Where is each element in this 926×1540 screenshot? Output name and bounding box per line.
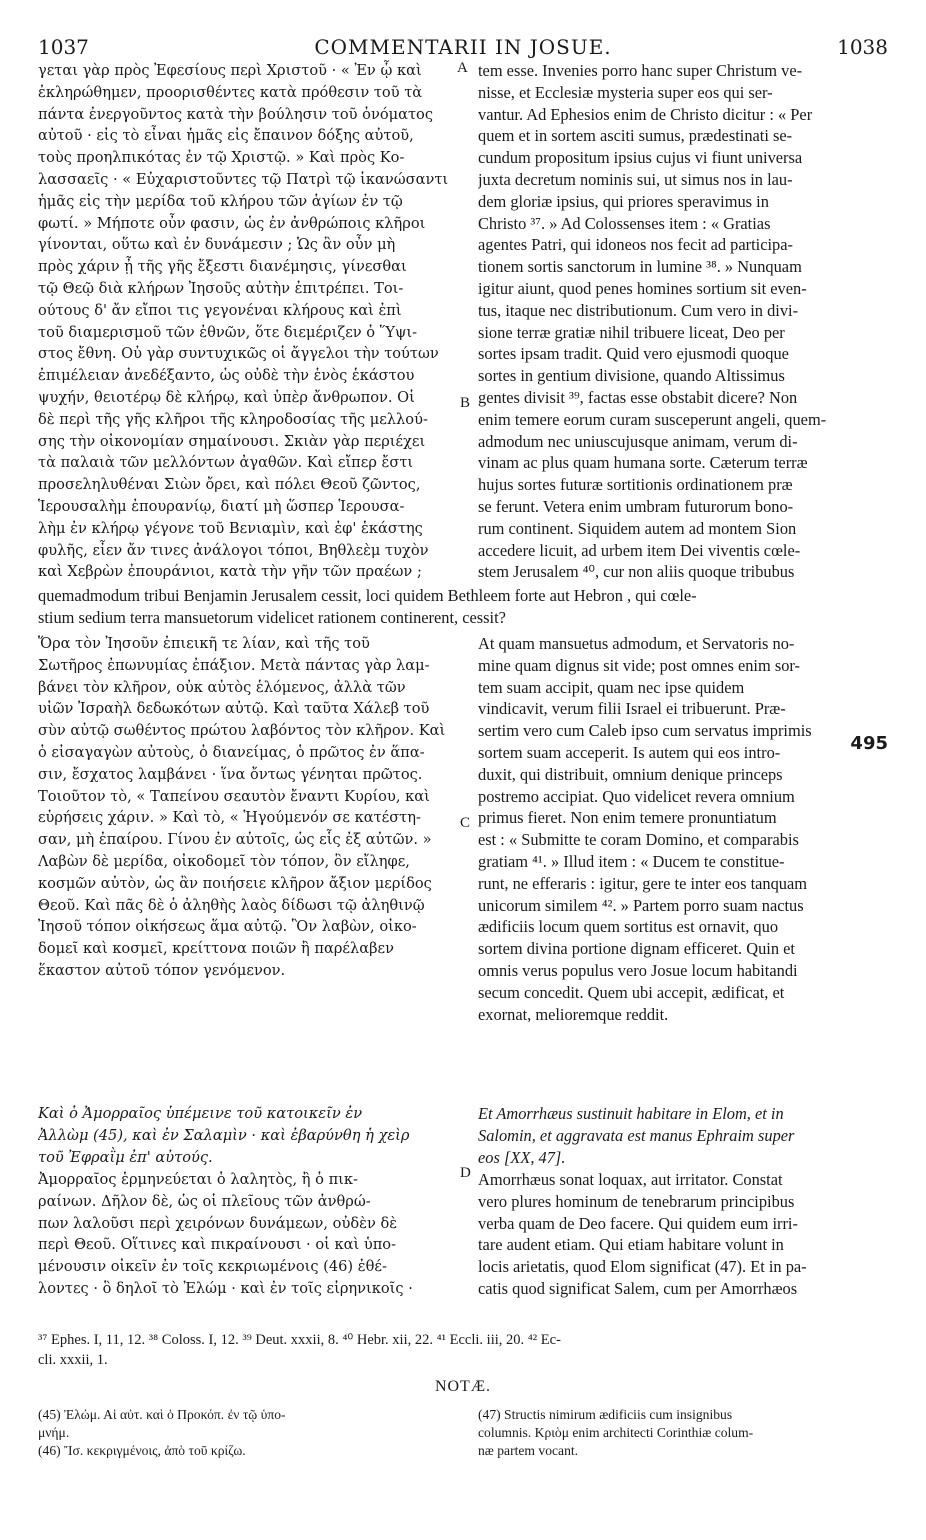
text-line: πων λαλοῦσι περὶ χειρόνων δυνάμεων, οὐδὲν δὲ bbox=[38, 1214, 398, 1232]
text-line: κοσμῶν αὐτὸν, ὡς ἂν ποιήσειε κλῆρον ἄξιον μερίδος bbox=[38, 874, 432, 892]
margin-mark-a: A bbox=[457, 60, 468, 76]
right-page-number: 1038 bbox=[837, 35, 888, 59]
text-line: columnis. Κριὸμ enim architecti Corinthiæ colum- bbox=[478, 1425, 754, 1440]
text-line: Ἰησοῦ τόπον οἰκήσεως ἅμα αὐτῷ. Ὃν λαβὼν, οἰκο- bbox=[38, 918, 417, 936]
text-line: μένουσιν οἰκεῖν ἐν τοῖς κεκριωμένοις (46) ἐθέ- bbox=[38, 1258, 387, 1276]
text-line: λασσαεῖς · « Εὐχαριστοῦντες τῷ Πατρὶ τῷ ἱκανώσαντι bbox=[38, 170, 449, 188]
text-line: runt, ne efferaris : igitur, gere te inter eos tanquam bbox=[478, 873, 808, 893]
text-line: στος ἔθνη. Οὐ γὰρ συντυχικῶς οἱ ἄγγελοι τὴν τούτων bbox=[38, 345, 439, 363]
text-line: σαν, μὴ ἐπαίρου. Γίνου ἐν αὐτοῖς, ὡς εἷς ἐξ αὐτῶν. » bbox=[38, 831, 432, 849]
text-line: quem et in sortem asciti sumus, prædestinati se- bbox=[478, 126, 793, 146]
text-line: primus fieret. Non enim temere pronuntiatum bbox=[478, 808, 777, 828]
text-line: Christo ³⁷. » Ad Colossenses item : « Gratias bbox=[478, 213, 771, 233]
text-line: λοντες · ὃ δηλοῖ τὸ Ἐλώμ · καὶ ἐν τοῖς εἰρηνικοῖς · bbox=[38, 1279, 413, 1297]
text-line: Ὅρα τὸν Ἰησοῦν ἐπιεικῆ τε λίαν, καὶ τῆς τοῦ bbox=[38, 635, 370, 652]
text-line: tus, itaque nec distributionum. Cum vero in divi- bbox=[478, 300, 799, 320]
notes-right bbox=[478, 1406, 890, 1460]
text-line: sione terræ gratiæ nihil tribuere liceat, Deo per bbox=[478, 322, 785, 342]
text-line: καὶ Χεβρὼν ἐπουράνιοι, κατὰ τὴν γῆν τῶν πραέων ; bbox=[38, 563, 422, 581]
scripture-references bbox=[38, 1330, 890, 1370]
text-line: ædificiis locum quem sortitus est ornavit, quo bbox=[478, 917, 779, 937]
text-line: quemadmodum tribui Benjamin Jerusalem cessit, loci quidem Bethleem forte aut Hebron , qui cœle- bbox=[38, 586, 697, 605]
margin-mark-d: D bbox=[460, 1165, 471, 1181]
text-line: Ἀμορραῖος ἑρμηνεύεται ὁ λαλητὸς, ἢ ὁ πικ- bbox=[38, 1171, 358, 1188]
text-line: sortem suam acceperit. Is autem qui eos intro- bbox=[478, 742, 781, 762]
text-line: μνήμ. bbox=[38, 1425, 70, 1440]
text-line: (47) Structis nimirum ædificiis cum insignibus bbox=[478, 1407, 733, 1422]
margin-mark-b: B bbox=[460, 395, 471, 411]
text-line: ἐπιμέλειαν ἀνεδέξαντο, ὡς οὐδὲ τὴν ἑνὸς ἑκάστου bbox=[38, 367, 415, 385]
text-line: Ἱερουσαλὴμ ἐπουρανίῳ, διατί μὴ ὥσπερ Ἱερουσα- bbox=[38, 497, 405, 515]
text-line: γίνονται, οὕτω καὶ ἐν δυνάμεσιν ; Ὡς ἂν οὖν μὴ bbox=[38, 236, 396, 254]
text-line: rum continent. Siquidem autem ad montem Sion bbox=[478, 518, 797, 538]
text-line: πρὸς χάριν ᾖ τῆς γῆς ἔξεστι διανέμησις, γίνεσθαι bbox=[38, 258, 407, 276]
text-line: ἕκαστον αὐτοῦ τόπον γενόμενον. bbox=[38, 961, 286, 979]
full-width-text bbox=[38, 585, 890, 629]
text-line: vantur. Ad Ephesios enim de Christo dicitur : « Per bbox=[478, 104, 813, 124]
text-line: Λαβὼν δὲ μερίδα, οἰκοδομεῖ τὸν τόπον, ὃν εἴληφε, bbox=[38, 852, 410, 870]
latin-column-bottom bbox=[478, 1169, 890, 1300]
text-line: sortes in gentium divisione, quando Altissimus bbox=[478, 366, 785, 386]
text-line: προσεληλυθέναι Σιὼν ὄρει, καὶ πόλει Θεοῦ ζῶντος, bbox=[38, 476, 421, 494]
text-line: exornat, melioremque reddit. bbox=[478, 1004, 669, 1024]
text-line: Ἀλλὼμ (45), καὶ ἐν Σαλαμὶν · καὶ ἐβαρύνθη ἡ χεὶρ bbox=[38, 1126, 410, 1144]
text-line: (45) Ἐλώμ. Αἱ αὐτ. καὶ ὁ Προκόπ. ἐν τῷ ὑπο- bbox=[38, 1407, 286, 1422]
text-line: tem esse. Invenies porro hanc super Christum ve- bbox=[478, 61, 803, 80]
text-line: ³⁷ Ephes. I, 11, 12. ³⁸ Coloss. I, 12. ³⁹ Deut. xxxii, 8. ⁴⁰ Hebr. xii, 22. ⁴¹ Eccli. iii, 20. ⁴² Ec- bbox=[38, 1332, 561, 1348]
text-line: Τοιοῦτον τὸ, « Ταπείνου σεαυτὸν ἔναντι Κυρίου, καὶ bbox=[38, 787, 430, 805]
text-line: φωτί. » Μήποτε οὖν φασιν, ὡς ἐν ἀνθρώποις κλῆροι bbox=[38, 214, 426, 232]
text-line: mine quam dignus sit vide; post omnes enim sor- bbox=[478, 655, 800, 675]
text-line: φυλῆς, εἶεν ἄν τινες ἀνάλογοι τόποι, Βηθλεὲμ τυχὸν bbox=[38, 541, 429, 559]
text-line: Θεοῦ. Καὶ πᾶς δὲ ὁ ἀληθὴς λαὸς δίδωσι τῷ ἀληθινῷ bbox=[38, 896, 425, 914]
text-line: dem gloriæ ipsius, qui priores speravimus in bbox=[478, 191, 769, 211]
text-line: ἐκληρώθημεν, προορισθέντες κατὰ πρόθεσιν τοῦ τὰ bbox=[38, 83, 423, 101]
text-line: secum concedit. Quem ubi accepit, ædificat, et bbox=[478, 982, 785, 1002]
text-line: σης τὴν οἰκονομίαν σημαίνουσι. Σκιὰν γὰρ περιέχει bbox=[38, 432, 426, 450]
notes-left bbox=[38, 1406, 456, 1460]
text-line: τῷ Θεῷ διὰ κλήρων Ἰησοῦς αὐτὴν ἐπιτρέπει. Τοι- bbox=[38, 279, 404, 297]
text-line: verba quam de Deo facere. Qui quidem eum irri- bbox=[478, 1213, 798, 1233]
text-line: se ferunt. Vetera enim umbram futurorum bono- bbox=[478, 496, 794, 516]
text-line: nisse, et Ecclesiæ mysteria super eos qui ser- bbox=[478, 82, 773, 102]
text-line: postremo accipiat. Quo videlicet revera omnium bbox=[478, 786, 795, 806]
text-line: vinam ac plus quam humana sorte. Cæterum terræ bbox=[478, 453, 808, 473]
text-line: omnis verus populus vero Josue locum habitandi bbox=[478, 960, 798, 980]
text-line: δὲ περὶ τῆς γῆς κλῆροι τῆς κληροδοσίας τῆς μελλού- bbox=[38, 410, 428, 428]
text-line: δομεῖ καὶ κοσμεῖ, κρείττονα ποιῶν ἢ παρέλαβεν bbox=[38, 940, 394, 958]
text-line: vero plures hominum de tenebrarum principibus bbox=[478, 1191, 795, 1211]
text-line: est : « Submitte te coram Domino, et comparabis bbox=[478, 830, 799, 850]
inset-page-number: 495 bbox=[850, 733, 888, 754]
text-line: accedere licuit, ad urbem item Dei viventis cœle- bbox=[478, 540, 801, 560]
text-line: Καὶ ὁ Ἀμορραῖος ὑπέμεινε τοῦ κατοικεῖν ἐν bbox=[38, 1105, 363, 1122]
text-line: tionem sortis sanctorum in lumine ³⁸. » Nunquam bbox=[478, 257, 802, 277]
text-line: Σωτῆρος ἐπωνυμίας ἐπάξιον. Μετὰ πάντας γὰρ λαμ- bbox=[38, 656, 430, 674]
greek-column-mid bbox=[38, 633, 456, 982]
text-line: admodum nec uniuscujusque animam, verum di- bbox=[478, 431, 798, 451]
text-line: juxta decretum nominis sui, ut simus nos in lau- bbox=[478, 169, 793, 189]
text-line: stium sedium terra mansuetorum videlicet rationem continerent, cessit? bbox=[38, 607, 506, 627]
text-line: duxit, qui distribuit, omnium denique princeps bbox=[478, 764, 783, 784]
text-line: ούτους δ' ἄν εἴποι τις γεγονέναι κλήρους καὶ ἐπὶ bbox=[38, 301, 402, 319]
text-line: unicorum similem ⁴². » Partem porro suam nactus bbox=[478, 895, 804, 915]
text-line: vindicavit, verum filii Israel ei tribuerunt. Præ- bbox=[478, 699, 786, 719]
text-line: gentes divisit ³⁹, factas esse obstabit dicere? Non bbox=[478, 387, 798, 407]
text-line: cundum propositum ipsius cujus vi fiunt universa bbox=[478, 148, 803, 168]
text-line: λὴμ ἐν κλήρῳ γέγονε τοῦ Βενιαμὶν, καὶ ἐφ' ἑκάστης bbox=[38, 519, 423, 537]
text-line: sortem divina portione dignam efficeret. Quin et bbox=[478, 939, 795, 959]
text-line: agentes Patri, qui idoneos nos fecit ad participa- bbox=[478, 235, 793, 255]
text-line: hujus sortes futuræ sortitionis ordinationem præ bbox=[478, 475, 793, 495]
text-line: ἡμᾶς εἰς τὴν μερίδα τοῦ κλήρου τῶν ἁγίων ἐν τῷ bbox=[38, 192, 403, 210]
text-line: (46) Ἴσ. κεκριγμένοις, ἀπὸ τοῦ κρίζω. bbox=[38, 1443, 246, 1458]
greek-column-bottom bbox=[38, 1169, 456, 1300]
text-line: gratiam ⁴¹. » Illud item : « Ducem te constitue- bbox=[478, 851, 785, 871]
text-line: tare audent etiam. Qui etiam habitare volunt in bbox=[478, 1235, 784, 1255]
greek-column-top bbox=[38, 60, 456, 583]
text-line: ὁ εἰσαγαγὼν αὐτοὺς, ὁ διανείμας, ὁ πρῶτος ἐν ἅπα- bbox=[38, 743, 425, 761]
latin-column-mid bbox=[478, 633, 890, 1025]
text-line: τοῦ διαμερισμοῦ τῶν ἐθνῶν, ὅτε διεμέριζεν ὁ Ὕψι- bbox=[38, 323, 418, 341]
text-line: αὐτοῦ · εἰς τὸ εἶναι ἡμᾶς εἰς ἔπαινον δόξης αὐτοῦ, bbox=[38, 127, 414, 145]
text-line: πάντα ἐνεργοῦντος κατὰ τὴν βούλησιν τοῦ ὀνόματος bbox=[38, 105, 433, 123]
margin-mark-c: C bbox=[460, 815, 471, 831]
greek-heading-verse bbox=[38, 1103, 456, 1168]
text-line: Et Amorrhæus sustinuit habitare in Elom, et in bbox=[478, 1104, 784, 1123]
text-line: sertim vero cum Caleb ipso cum servatus imprimis bbox=[478, 721, 812, 741]
text-line: εὑρήσεις χάριν. » Καὶ τὸ, « Ἡγούμενόν σε κατέστη- bbox=[38, 809, 421, 827]
text-line: cli. xxxii, 1. bbox=[38, 1352, 108, 1368]
latin-column-top bbox=[478, 60, 890, 583]
text-line: ραίνων. Δῆλον δὲ, ὡς οἱ πλεῖους τῶν ἀνθρώ- bbox=[38, 1192, 371, 1210]
text-line: næ partem vocant. bbox=[478, 1443, 579, 1458]
text-line: enim temere eorum curam susceperunt angeli, quem- bbox=[478, 409, 827, 429]
text-line: τοῦ Ἐφραῒμ ἐπ' αὐτούς. bbox=[38, 1148, 213, 1166]
text-line: τοὺς προηλπικότας ἐν τῷ Χριστῷ. » Καὶ πρὸς Κο- bbox=[38, 149, 405, 167]
text-line: tem suam accipit, quam nec ipse quidem bbox=[478, 677, 745, 697]
text-line: catis quod significat Salem, cum per Amorrhæos bbox=[478, 1278, 798, 1298]
text-line: locis arietatis, quod Elom significat (47). Et in pa- bbox=[478, 1257, 807, 1277]
running-title: COMMENTARII IN JOSUE. bbox=[314, 35, 612, 59]
text-line: βάνει τὸν κλῆρον, οὐκ αὐτὸς ἑλόμενος, ἀλλὰ τῶν bbox=[38, 678, 406, 696]
latin-heading-verse bbox=[478, 1103, 890, 1168]
text-line: igitur aiunt, quod penes homines sortium sit even- bbox=[478, 278, 807, 298]
text-line: τὰ παλαιὰ τῶν μελλόντων ἀγαθῶν. Καὶ εἴπερ ἔστι bbox=[38, 454, 414, 472]
text-line: σιν, ἔσχατος λαμβάνει · ἵνα ὄντως γένηται πρῶτος. bbox=[38, 765, 423, 783]
text-line: Salomin, et aggravata est manus Ephraim super bbox=[478, 1125, 795, 1145]
text-line: περὶ Θεοῦ. Οἵτινες καὶ πικραίνουσι · οἱ καὶ ὑπο- bbox=[38, 1236, 397, 1254]
text-line: stem Jerusalem ⁴⁰, cur non aliis quoque tribubus bbox=[478, 562, 795, 582]
text-line: sortes ipsam tradit. Quid vero ejusmodi quoque bbox=[478, 344, 789, 364]
text-line: Amorrhæus sonat loquax, aut irritator. Constat bbox=[478, 1170, 783, 1189]
text-line: σὺν αὐτῷ σωθέντος πρώτου λαβόντος τὸν κλῆρον. Καὶ bbox=[38, 722, 446, 740]
text-line: eos [XX, 47]. bbox=[478, 1147, 566, 1167]
left-page-number: 1037 bbox=[38, 35, 89, 59]
text-line: At quam mansuetus admodum, et Servatoris no- bbox=[478, 634, 795, 653]
text-line: ψυχήν, θειοτέρῳ δὲ κλήρῳ, καὶ ὑπὲρ ἄνθρωπον. Οἱ bbox=[38, 388, 415, 406]
notes-title: NOTÆ. bbox=[434, 1378, 492, 1395]
text-line: γεται γὰρ πρὸς Ἐφεσίους περὶ Χριστοῦ · « Ἐν ᾧ καὶ bbox=[38, 62, 422, 79]
text-line: υἱῶν Ἰσραὴλ δεδωκότων αὐτῷ. Καὶ ταῦτα Χάλεβ τοῦ bbox=[38, 700, 430, 718]
